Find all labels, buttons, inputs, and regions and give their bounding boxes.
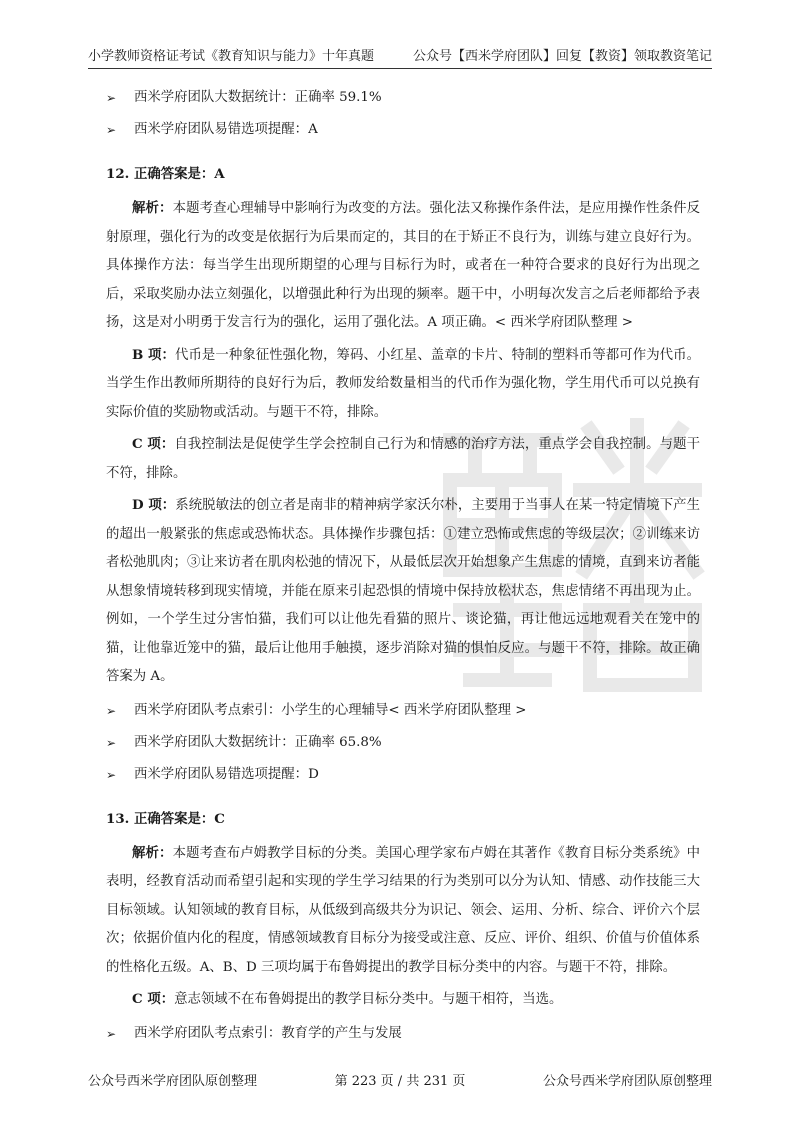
arrow-bullet-icon: ➢ [106,1026,117,1041]
list-item: ➢ 西米学府团队易错选项提醒：A [106,114,700,146]
watermark-text: 西米学府 [440,410,444,411]
header-right: 公众号【西米学府团队】回复【教资】领取教资笔记 [412,49,712,64]
list-item: ➢ 西米学府团队大数据统计：正确率 59.1% [106,82,700,114]
q12-heading: 12. 正确答案是：A [106,166,225,182]
q12-option-c: C 项：自我控制法是促使学生学会控制自己行为和情感的治疗方法，重点学会自我控制。与题干不符，排除。 [106,436,700,481]
footer-right: 公众号西米学府团队原创整理 [542,1074,712,1089]
footer-left: 公众号西米学府团队原创整理 [88,1074,258,1089]
arrow-bullet-icon: ➢ [106,767,117,782]
list-item: ➢ 西米学府团队大数据统计：正确率 65.8% [106,727,700,759]
q12-option-d: D 项：系统脱敏法的创立者是南非的精神病学家沃尔朴，主要用于当事人在某一特定情境下产生的超出一般紧张的焦虑或恐怖状态。具体操作步骤包括：①建立恐怖或焦虑的等级层次；②训练来访者松弛肌肉；③让来访者在肌肉松弛的情况下，从最低层次开始想象产生焦虑的情境，直到来访者能从想象情境转移到现实情境，并能在原来引起恐惧的情境中保持放松状态，焦虑情绪不再出现为止。例如，一个学生过分害怕猫，我们可以让他先看猫的照片、谈论猫，再让他远远地观看关在笼中的猫，让他靠近笼中的猫，最后让他用手触摸，逐步消除对猫的惧怕反应。与题干不符，排除。故正确答案为 A。 [106,497,701,684]
arrow-bullet-icon: ➢ [106,703,117,718]
q13-analysis: 解析：本题考查布卢姆教学目标的分类。美国心理学家布卢姆在其著作《教育目标分类系统》中表明，经教育活动而希望引起和实现的学生学习结果的行为类别可以分为认知、情感、动作技能三大目标领域。认知领域的教育目标，从低级到高级共分为识记、领会、运用、分析、综合、评价六个层次；依据价值内化的程度，情感领域教育目标分为接受或注意、反应、评价、组织、价值与价值体系的性格化五级。A、B、D 三项均属于布鲁姆提出的教学目标分类中的内容。与题干不符，排除。 [106,844,701,975]
page-header [88,40,712,69]
header-left: 小学教师资格证考试《教育知识与能力》十年真题 [88,49,375,64]
list-item: ➢ 西米学府团队易错选项提醒：D [106,759,700,791]
arrow-bullet-icon: ➢ [106,735,117,750]
q12-analysis: 解析：本题考查心理辅导中影响行为改变的方法。强化法又称操作条件法，是应用操作性条件反射原理，强化行为的改变是依据行为后果而定的，其目的在于矫正不良行为，训练与建立良好行为。具体操作方法：每当学生出现所期望的心理与目标行为时，或者在一种符合要求的良好行为出现之后，采取奖励办法立刻强化，以增强此种行为出现的频率。题干中，小明每次发言之后老师都给予表扬，这是对小明勇于发言行为的强化，运用了强化法。A 项正确。< 西米学府团队整理 > [106,200,701,330]
q12-option-b: B 项：代币是一种象征性强化物，筹码、小红星、盖章的卡片、特制的塑料币等都可作为代币。当学生作出教师所期待的良好行为后，教师发给数量相当的代币作为强化物，学生用代币可以兑换有实际价值的奖励物或活动。与题干不符，排除。 [106,346,700,420]
page-footer [88,1070,712,1089]
page-number: 第 223 页 / 共 231 页 [334,1074,466,1089]
list-item: ➢ 西米学府团队考点索引：教育学的产生与发展 [106,1018,700,1050]
list-item: ➢ 西米学府团队考点索引：小学生的心理辅导< 西米学府团队整理 > [106,695,700,727]
page-content [106,82,700,1050]
q13-option-c: C 项：意志领域不在布鲁姆提出的教学目标分类中。与题干相符，当选。 [132,991,563,1007]
arrow-bullet-icon: ➢ [106,123,117,137]
arrow-bullet-icon: ➢ [106,91,117,105]
q13-heading: 13. 正确答案是：C [106,810,225,827]
